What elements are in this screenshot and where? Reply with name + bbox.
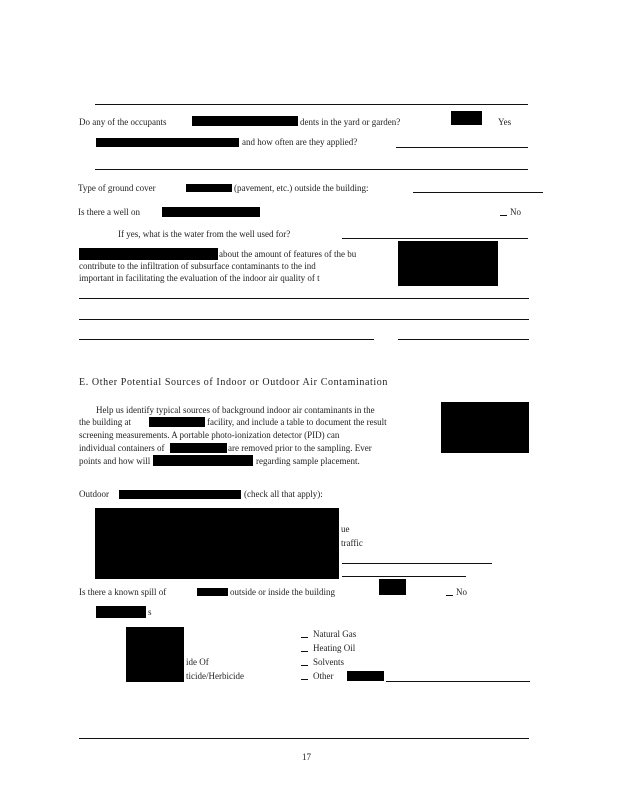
outdoor-label: Outdoor [79,489,109,499]
ground-cover-mid: (pavement, etc.) outside the building: [234,183,369,193]
checkbox-natural-gas[interactable] [301,637,308,638]
spill-question-mid: outside or inside the building [230,587,335,597]
section-e-paragraph-line: Help us identify typical sources of background indoor air contaminants in the [96,405,375,415]
answer-line[interactable] [396,147,528,148]
redaction-block [153,455,253,466]
occupants-question-2: and how often are they applied? [242,137,358,147]
paragraph-line: important in facilitating the evaluation of the indoor air quality of t [79,273,320,283]
answer-line[interactable] [386,681,530,682]
well-checkbox-no[interactable] [500,215,507,216]
spill-fragment: s [148,607,152,617]
ground-cover-prefix: Type of ground cover [78,183,156,193]
paragraph-line: about the amount of features of the bu [219,249,357,259]
well-question-prefix: Is there a well on [78,207,140,217]
redaction-block [95,508,339,579]
redaction-block [197,588,228,596]
redaction-block [79,248,218,260]
checklist-option-label: Solvents [313,657,345,667]
spill-question-prefix: Is there a known spill of [79,587,167,597]
redaction-block [441,402,529,453]
answer-line[interactable] [95,169,528,170]
checkbox-heating-oil[interactable] [301,651,308,652]
section-e-paragraph-line: screening measurements. A portable photo-ionization detector (PID) can [79,430,340,440]
checkbox-other[interactable] [301,679,308,680]
redaction-block [451,111,482,125]
answer-line[interactable] [342,238,528,239]
page-number: 17 [302,752,311,762]
footer-rule [79,738,529,739]
top-rule [95,104,528,105]
occupants-question-mid: dents in the yard or garden? [300,117,401,127]
redaction-block [149,417,205,427]
redaction-block [347,671,384,681]
checklist-option-label: Heating Oil [313,643,356,653]
checklist-option-label: Other [313,671,334,681]
redaction-block [186,184,232,192]
section-e-paragraph-line: facility, and include a table to document the result [207,417,387,427]
redaction-block [126,627,184,682]
checklist-left-item: ide Of [186,657,209,667]
answer-line[interactable] [342,563,492,564]
answer-line[interactable] [398,339,529,340]
section-e-paragraph-line: points and how will [79,456,151,466]
answer-line[interactable] [413,192,543,193]
redaction-block [162,207,260,217]
outdoor-option-fragment: traffic [341,538,363,548]
section-e-paragraph-line: are removed prior to the sampling. Ever [228,443,372,453]
redaction-block [379,579,406,595]
spill-checkbox-no[interactable] [446,595,453,596]
redaction-block [170,443,227,453]
redaction-block [119,490,241,499]
section-e-heading: E. Other Potential Sources of Indoor or Outdoor Air Contamination [79,377,388,388]
checklist-left-item: ticide/Herbicide [186,671,244,681]
occupants-yes-option[interactable]: Yes [498,117,512,127]
answer-line[interactable] [79,319,529,320]
spill-no-option: No [456,587,467,597]
outdoor-label-end: (check all that apply): [244,489,323,499]
section-e-paragraph-line: individual containers of [79,443,165,453]
answer-line[interactable] [342,576,466,577]
answer-line[interactable] [79,298,529,299]
well-no-option: No [510,207,521,217]
well-use-question: If yes, what is the water from the well used for? [118,229,291,239]
outdoor-option-fragment: ue [341,524,350,534]
redaction-block [96,606,146,618]
redaction-block [96,138,239,147]
section-e-paragraph-line: regarding sample placement. [256,456,360,466]
occupants-question-prefix: Do any of the occupants [79,117,167,127]
redaction-block [398,241,498,286]
checklist-option-label: Natural Gas [313,629,357,639]
checkbox-solvents[interactable] [301,665,308,666]
answer-line[interactable] [79,339,374,340]
section-e-paragraph-line: the building at [79,417,131,427]
paragraph-line: contribute to the infiltration of subsurface contaminants to the ind [79,261,316,271]
redaction-block [192,116,298,126]
